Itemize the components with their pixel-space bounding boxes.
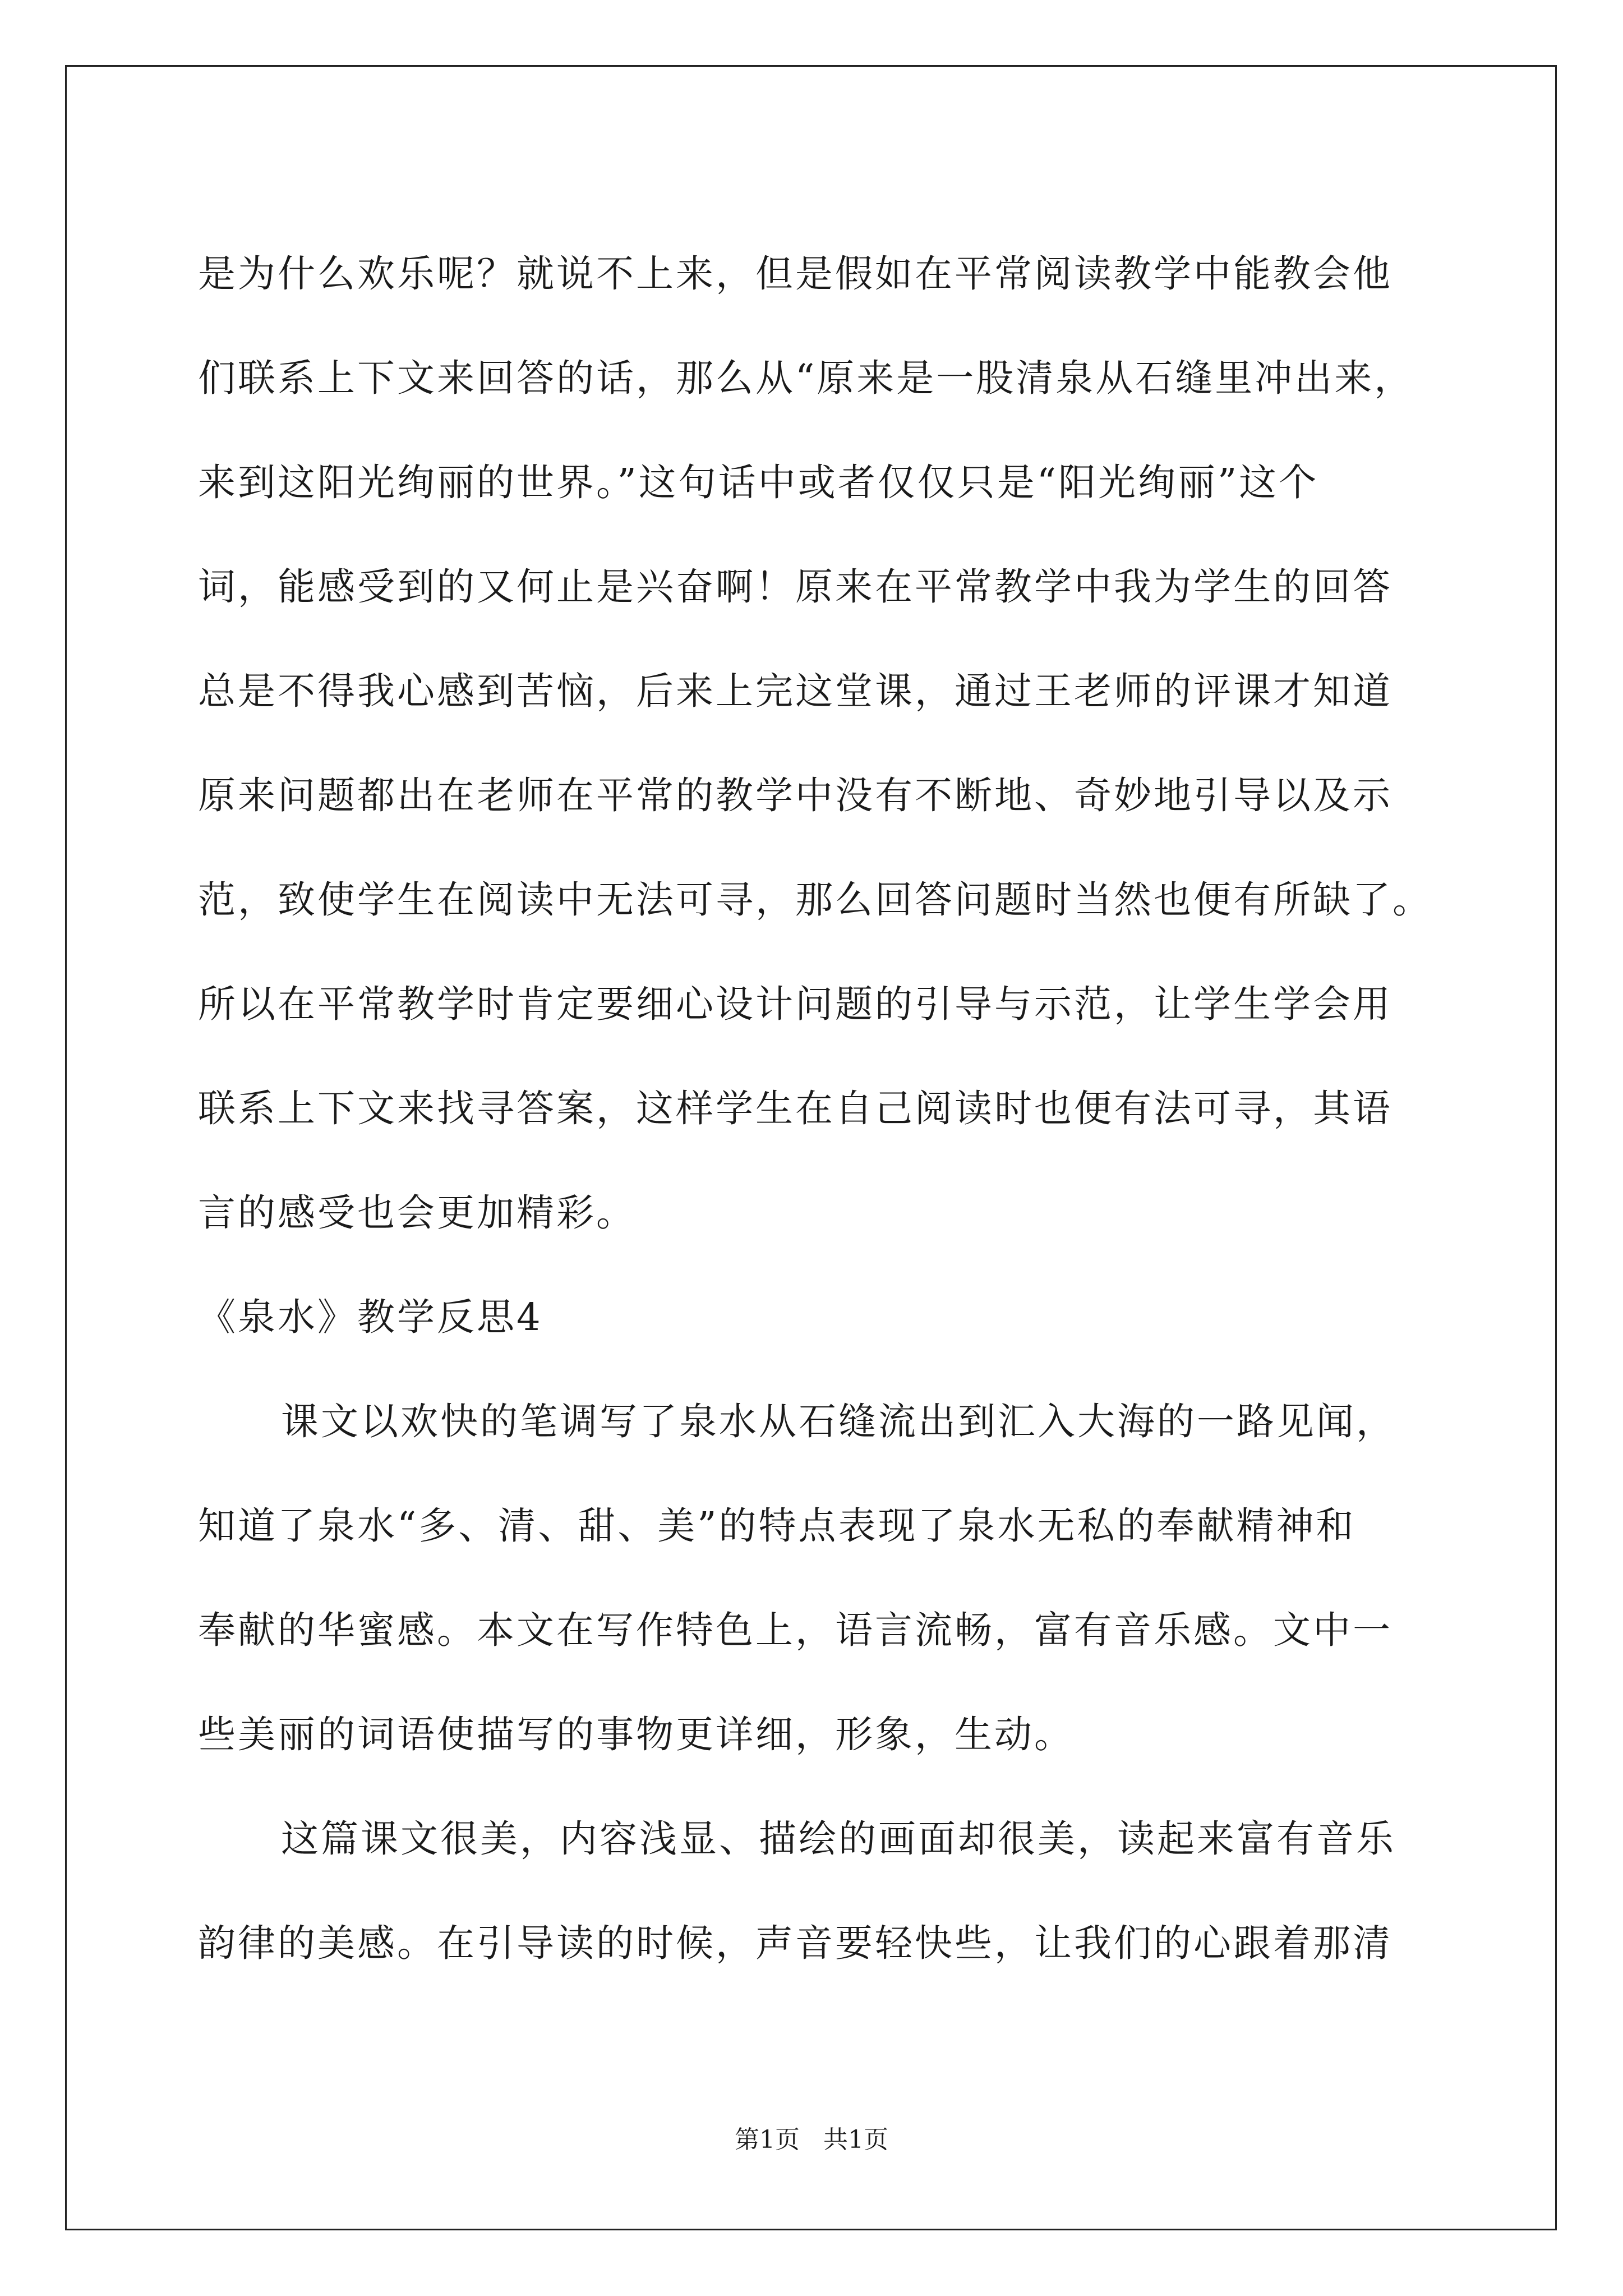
text-line: 言的感受也会更加精彩。 [198,1191,636,1235]
text-line: 奉献的华蜜感。本文在写作特色上，语言流畅，富有音乐感。文中一 [198,1608,1393,1652]
text-line: 原来问题都出在老师在平常的教学中没有不断地、奇妙地引导以及示 [198,774,1393,817]
text-line: 来到这阳光绚丽的世界。”这句话中或者仅仅只是“阳光绚丽”这个 [198,461,1319,504]
document-body [198,222,1437,1995]
page-number-footer: 第1页 共1页 [735,2125,888,2154]
section-title: 《泉水》教学反思4 [198,1295,543,1339]
text-line: 词，能感受到的又何止是兴奋啊！原来在平常教学中我为学生的回答 [198,565,1393,609]
text-line: 们联系上下文来回答的话，那么从“原来是一股清泉从石缝里冲出来， [198,356,1414,400]
text-line: 这篇课文很美，内容浅显、描绘的画面却很美，读起来富有音乐 [281,1817,1396,1861]
text-line: 总是不得我心感到苦恼，后来上完这堂课，通过王老师的评课才知道 [198,669,1393,713]
text-line: 所以在平常教学时肯定要细心设计问题的引导与示范，让学生学会用 [198,982,1393,1026]
text-line: 联系上下文来找寻答案，这样学生在自己阅读时也便有法可寻，其语 [198,1087,1393,1130]
text-line: 些美丽的词语使描写的事物更详细，形象，生动。 [198,1713,1074,1756]
text-line: 韵律的美感。在引导读的时候，声音要轻快些，让我们的心跟着那清 [198,1921,1393,1965]
text-line: 范，致使学生在阅读中无法可寻，那么回答问题时当然也便有所缺了。 [198,878,1432,922]
text-line: 课文以欢快的笔调写了泉水从石缝流出到汇入大海的一路见闻， [281,1400,1396,1443]
text-line: 知道了泉水“多、清、甜、美”的特点表现了泉水无私的奉献精神和 [198,1504,1356,1548]
text-line: 是为什么欢乐呢？就说不上来，但是假如在平常阅读教学中能教会他 [198,252,1393,296]
